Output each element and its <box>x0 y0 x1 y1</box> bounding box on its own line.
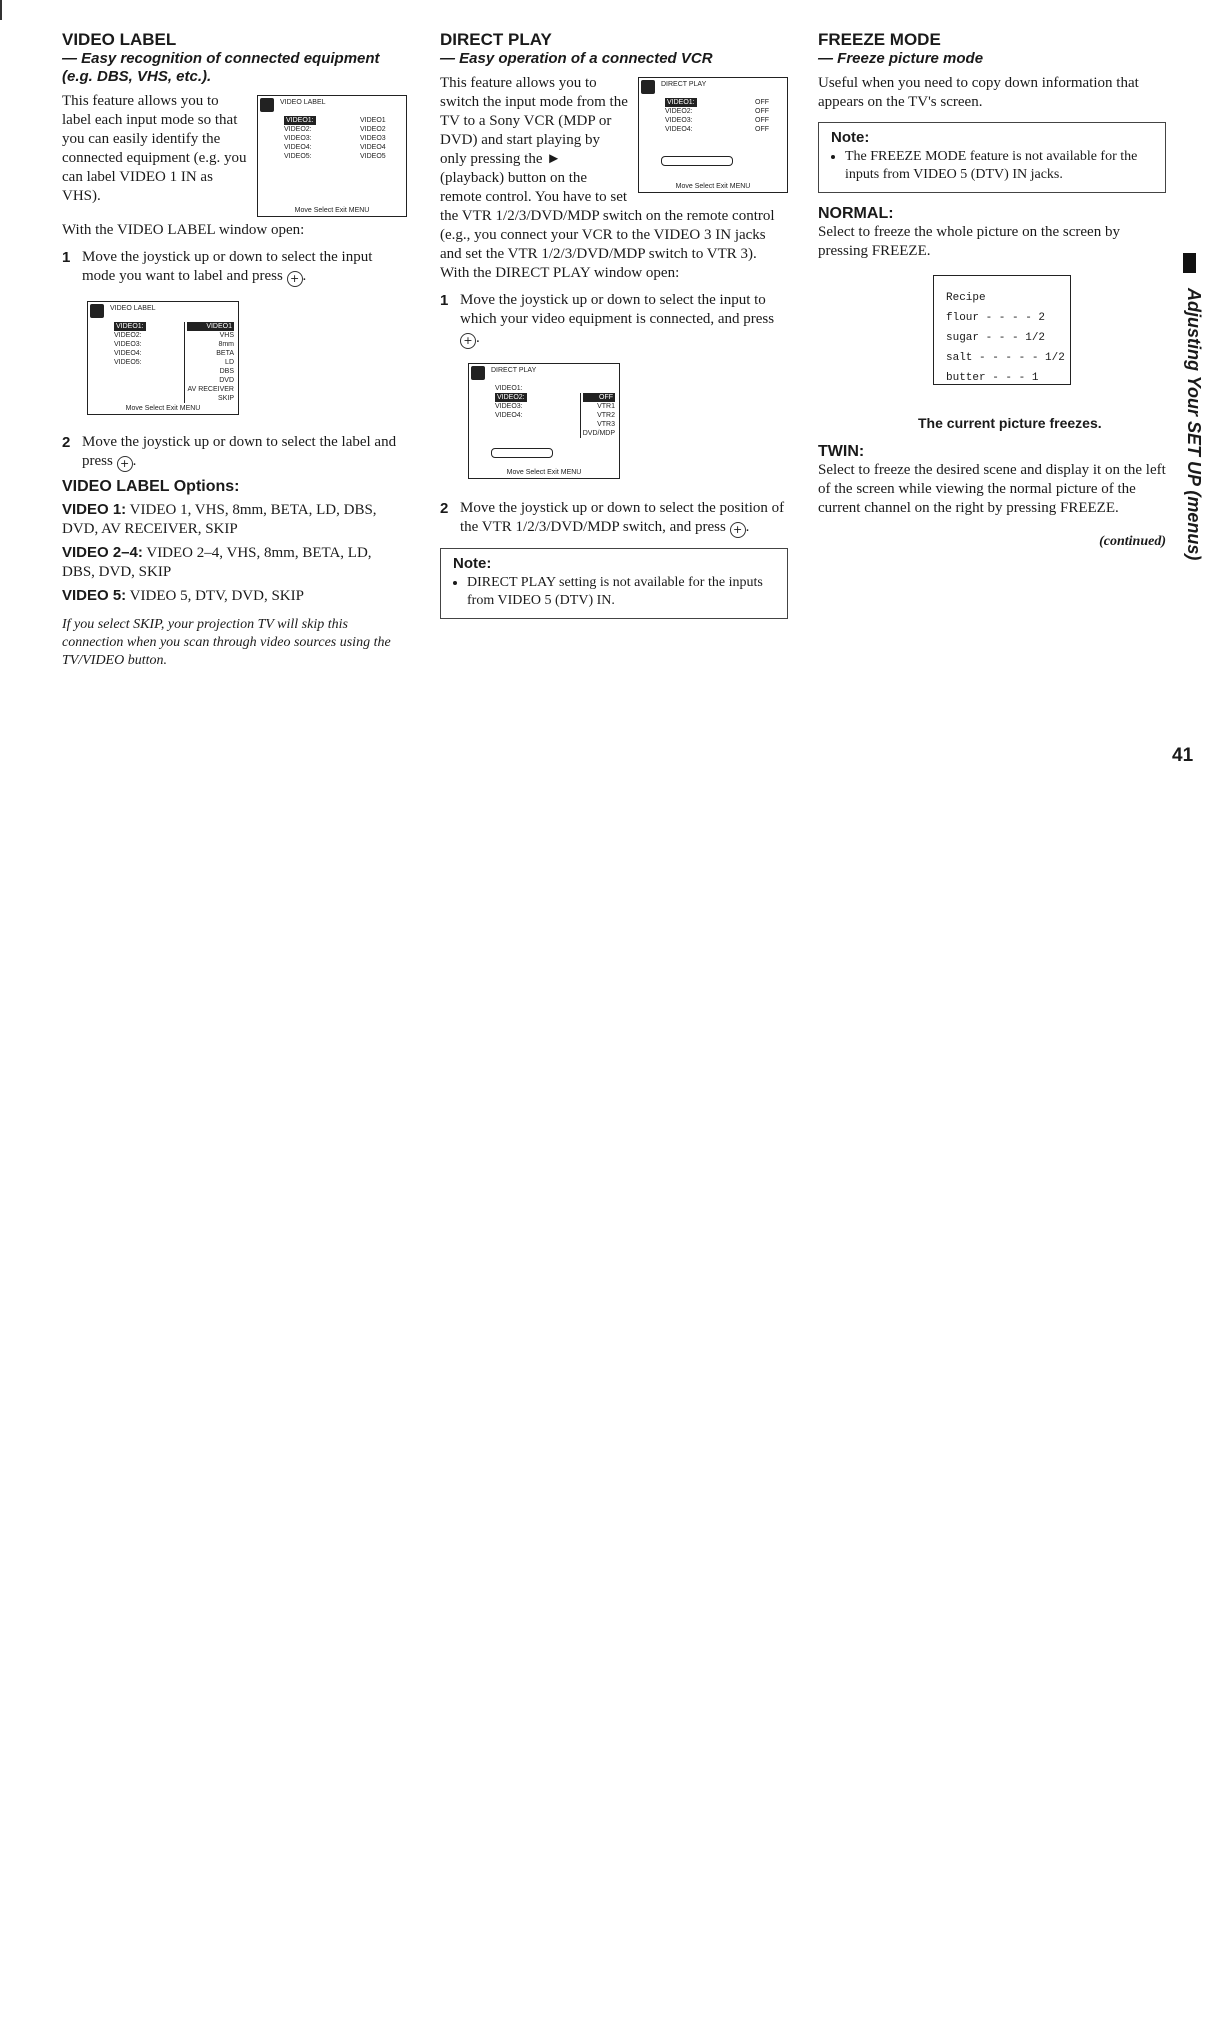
joystick-press-icon: + <box>730 522 746 538</box>
direct-play-step-1: 1 Move the joystick up or down to select the input to which your video equipment is connected, and press + . <box>440 292 775 347</box>
page-edge-mark <box>0 0 2 20</box>
osd-footer: Move Select Exit MENU <box>675 183 751 190</box>
freeze-mode-section <box>818 30 1166 550</box>
direct-play-note <box>440 548 788 619</box>
osd-footer: Move Select Exit MENU <box>294 207 370 214</box>
video-label-subtitle: — Easy recognition of connected equipment (e.g. DBS, VHS, etc.). <box>62 50 380 85</box>
joystick-press-icon: + <box>117 456 133 472</box>
tv-icon <box>260 98 274 112</box>
continued-label: (continued) <box>1099 534 1166 549</box>
section-tab-marker <box>1183 253 1196 273</box>
osd-vtr-options: OFF VTR1 VTR2 VTR3 DVD/MDP <box>580 393 615 438</box>
page-number: 41 <box>1172 745 1194 766</box>
side-section-title: Adjusting Your SET UP (menus) <box>1184 288 1204 561</box>
direct-play-subtitle: — Easy operation of a connected VCR <box>440 50 713 67</box>
osd-left-list: VIDEO1: VIDEO2: VIDEO3: VIDEO4: <box>665 99 695 133</box>
tv-icon <box>471 366 485 380</box>
video-label-intro: This feature allows you to label each input mode so that you can easily identify the connected equipment (e.g. you can label VIDEO 1 IN as VHS). <box>62 93 247 204</box>
note-heading: Note: <box>831 129 870 146</box>
osd-title: DIRECT PLAY <box>491 367 537 374</box>
osd-footer: Move Select Exit MENU <box>125 405 201 412</box>
normal-text: Select to freeze the whole picture on the screen by pressing FREEZE. <box>818 224 1120 259</box>
video-label-title: VIDEO LABEL <box>62 30 177 49</box>
osd-footer: Move Select Exit MENU <box>506 469 582 476</box>
freeze-mode-intro: Useful when you need to copy down information that appears on the TV's screen. <box>818 75 1139 110</box>
direct-play-osd-1 <box>638 77 788 193</box>
direct-play-intro: This feature allows you to switch the input mode from the TV to a Sony VCR (MDP or DVD) and start playing by only pressing the ► (playback) button on the remote control. You have to set the VTR 1/2/3/DVD/MDP switch on the remote control (e.g., you connect your VCR to the VIDEO 3 IN jacks and set the VTR 1/2/3/DVD/MDP switch to VTR 3). With the DIRECT PLAY window open: <box>440 75 775 281</box>
direct-play-title: DIRECT PLAY <box>440 30 552 49</box>
tv-icon <box>90 304 104 318</box>
vcr-switch-icon <box>491 448 553 458</box>
note-heading: Note: <box>453 555 492 572</box>
direct-play-osd-2 <box>468 363 620 479</box>
osd-left-list: VIDEO1: VIDEO2: VIDEO3: VIDEO4: <box>495 385 525 419</box>
normal-heading: NORMAL: <box>818 205 894 222</box>
video-label-osd-1 <box>257 95 407 217</box>
direct-play-step-2: 2 Move the joystick up or down to select the position of the VTR 1/2/3/DVD/MDP switch, and press + . <box>440 500 785 536</box>
joystick-press-icon: + <box>287 271 303 287</box>
osd-right-list: VIDEO1 VIDEO2 VIDEO3 VIDEO4 VIDEO5 <box>360 117 386 160</box>
video-label-osd-2 <box>87 301 239 415</box>
osd-label-options: VIDEO1 VHS 8mm BETA LD DBS DVD AV RECEIVER SKIP <box>184 322 234 403</box>
freeze-mode-title: FREEZE MODE <box>818 30 941 49</box>
video-label-step-1: 1 Move the joystick up or down to select the input mode you want to label and press + . <box>62 249 373 285</box>
video-label-option-3: VIDEO 5: VIDEO 5, DTV, DVD, SKIP <box>62 587 304 604</box>
freeze-mode-subtitle: — Freeze picture mode <box>818 50 984 67</box>
osd-title: VIDEO LABEL <box>280 99 326 106</box>
freeze-caption: The current picture freezes. <box>918 415 1102 431</box>
video-label-options-heading: VIDEO LABEL Options: <box>62 478 240 495</box>
osd-left-list: VIDEO1: VIDEO2: VIDEO3: VIDEO4: VIDEO5: <box>114 323 144 366</box>
video-label-window-open: With the VIDEO LABEL window open: <box>62 222 305 238</box>
video-label-section <box>62 30 407 670</box>
osd-left-list: VIDEO1: VIDEO2: VIDEO3: VIDEO4: VIDEO5: <box>284 117 314 160</box>
video-label-option-2: VIDEO 2–4: VIDEO 2–4, VHS, 8mm, BETA, LD, DBS, DVD, SKIP <box>62 544 372 580</box>
video-label-option-1: VIDEO 1: VIDEO 1, VHS, 8mm, BETA, LD, DBS, DVD, AV RECEIVER, SKIP <box>62 501 377 537</box>
vcr-switch-icon <box>661 156 733 166</box>
video-label-step-2: 2 Move the joystick up or down to select the label and press + . <box>62 434 397 470</box>
direct-play-section <box>440 30 788 619</box>
osd-right-list: OFF OFF OFF OFF <box>755 99 769 133</box>
tv-icon <box>641 80 655 94</box>
skip-note: If you select SKIP, your projection TV will skip this connection when you scan through video sources using the TV/VIDEO button. <box>62 617 391 668</box>
twin-heading: TWIN: <box>818 443 865 460</box>
osd-title: DIRECT PLAY <box>661 81 707 88</box>
joystick-press-icon: + <box>460 333 476 349</box>
twin-text: Select to freeze the desired scene and display it on the left of the screen while viewing the normal picture of the current channel on the right by pressing FREEZE. <box>818 462 1166 516</box>
osd-title: VIDEO LABEL <box>110 305 156 312</box>
note-item: • The FREEZE MODE feature is not available for the inputs from VIDEO 5 (DTV) IN jacks. <box>845 148 1153 184</box>
freeze-mode-note <box>818 122 1166 193</box>
note-item: • DIRECT PLAY setting is not available for the inputs from VIDEO 5 (DTV) IN. <box>467 574 775 610</box>
frozen-recipe-screen: Recipe flour - - - - 2 sugar - - - 1/2 salt - - - - - 1/2 butter - - - 1 <box>933 275 1071 385</box>
